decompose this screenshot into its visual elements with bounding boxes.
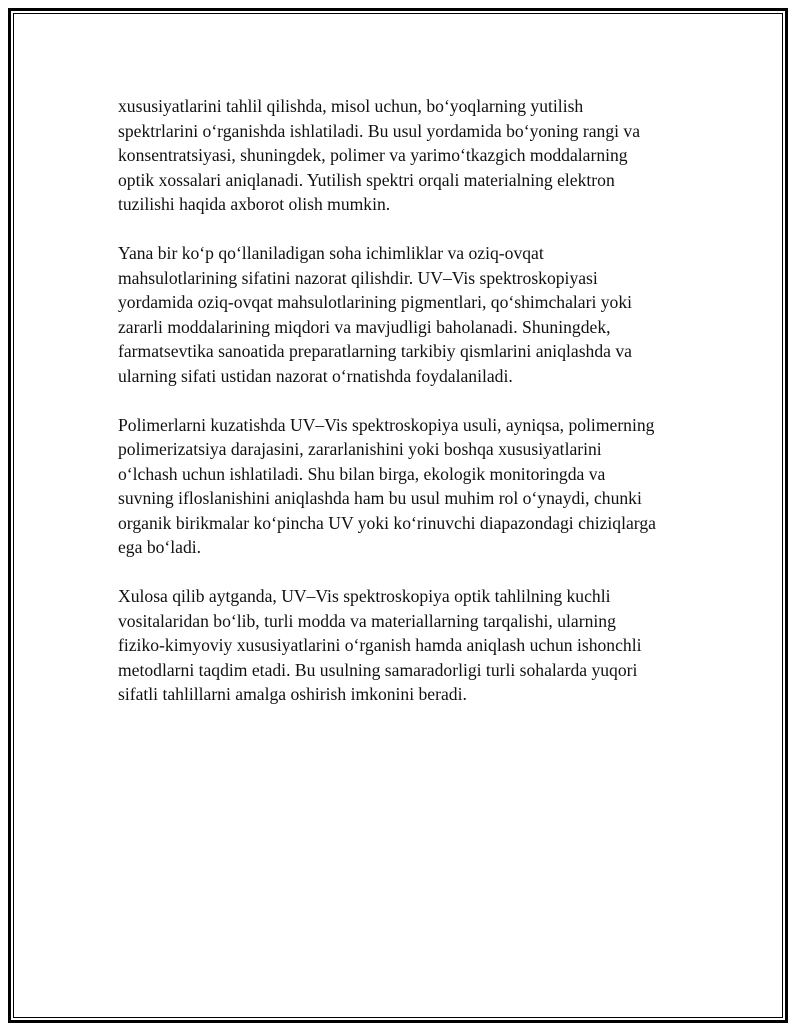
document-body xyxy=(118,94,698,731)
paragraph: Yana bir ko‘p qo‘llaniladigan soha ichimliklar va oziq-ovqat mahsulotlarining sifatini nazorat qilishdir. UV–Vis spektroskopiyasi yordamida oziq-ovqat mahsulotlarining pigmentlari, qo‘shimchalari yoki zararli moddalarining miqdori va mavjudligi baholanadi. Shuningdek, farmatsevtika sanoatida preparatlarning tarkibiy qismlarini aniqlashda va ularning sifati ustidan nazorat o‘rnatishda foydalaniladi. xyxy=(118,243,633,386)
paragraph: Polimerlarni kuzatishda UV–Vis spektroskopiya usuli, ayniqsa, polimerning polimerizatsiya darajasini, zararlanishini yoki boshqa xususiyatlarini o‘lchash uchun ishlatiladi. Shu bilan birga, ekologik monitoringda va suvning ifloslanishini aniqlashda ham bu usul muhim rol o‘ynaydi, chunki organik birikmalar ko‘pincha UV yoki ko‘rinuvchi diapazondagi chiziqlarga ega bo‘ladi. xyxy=(118,414,656,557)
paragraph: Xulosa qilib aytganda, UV–Vis spektroskopiya optik tahlilning kuchli vositalaridan bo‘lib, turli modda va materiallarning tarqalishi, ularning fiziko-kimyoviy xususiyatlarini o‘rganish hamda aniqlash uchun ishonchli metodlarni taqdim etadi. Bu usulning samaradorligi turli sohalarda yuqori sifatli tahlillarni amalga oshirish imkonini beradi. xyxy=(118,586,642,704)
paragraph: xususiyatlarini tahlil qilishda, misol uchun, bo‘yoqlarning yutilish spektrlarini o‘rganishda ishlatiladi. Bu usul yordamida bo‘yoning rangi va konsentratsiyasi, shuningdek, polimer va yarimo‘tkazgich moddalarning optik xossalari aniqlanadi. Yutilish spektri orqali materialning elektron tuzilishi haqida axborot olish mumkin. xyxy=(118,96,641,214)
